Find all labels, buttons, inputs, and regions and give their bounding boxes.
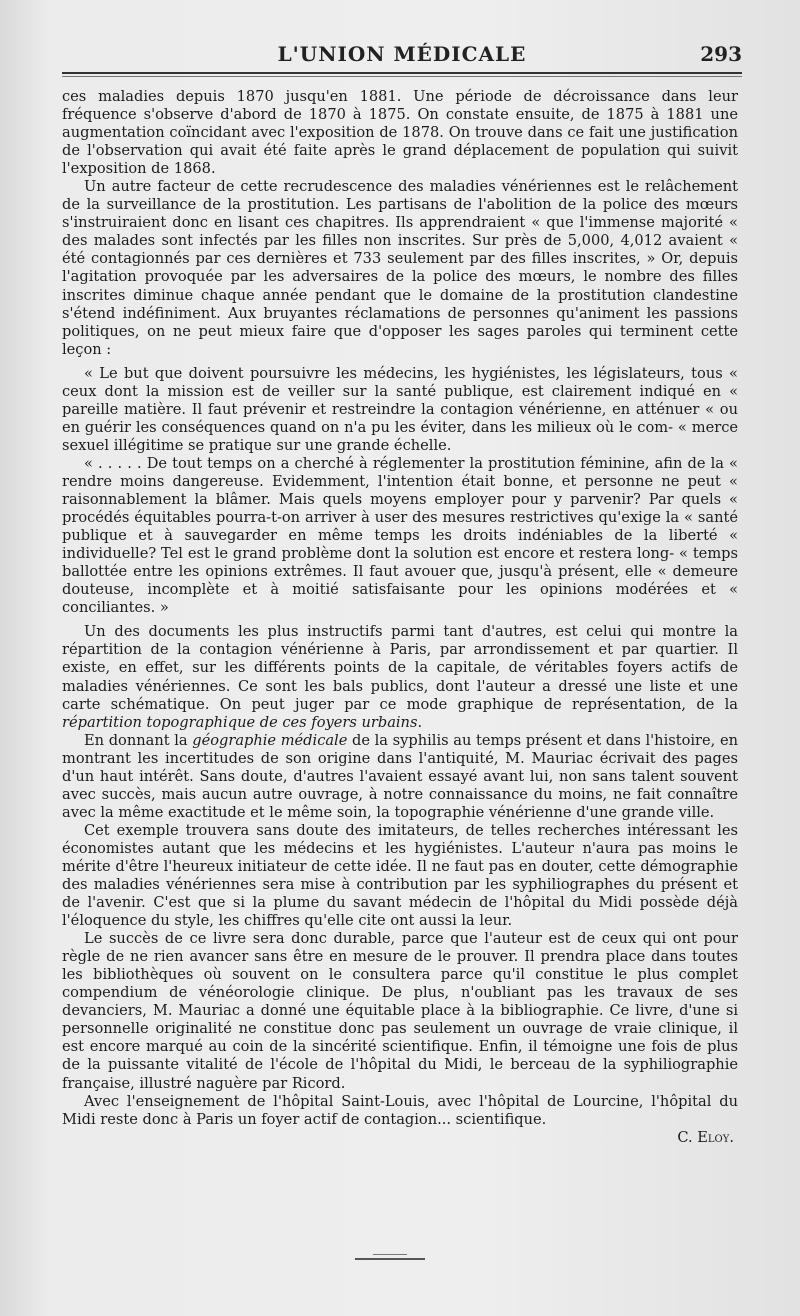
paragraph-7: Avec l'enseignement de l'hôpital Saint-Louis, avec l'hôpital de Lourcine, l'hôpital du Midi reste donc à Paris un foyer actif de contagion... scientifique. xyxy=(62,1092,738,1128)
running-title: L'UNION MÉDICALE xyxy=(277,42,527,66)
page-header xyxy=(62,38,742,72)
header-rule xyxy=(62,72,742,74)
article-body xyxy=(62,88,738,1147)
end-ornament xyxy=(355,1246,425,1260)
quotation-2: « . . . . . De tout temps on a cherché à réglementer la prostitution féminine, afin de la « rendre moins dangereuse. Evidemment, l'intention était bonne, et personne ne peut « raisonnablement la blâmer. Mais quels moyens employer pour y parvenir? Par quels « procédés équitables pourra-t-on arriver à user des mesures restrictives qu'exige la « santé publique et à sauvegarder en même temps les droits indéniables de la liberté « individuelle? Tel est le grand problème dont la solution est encore et restera long- « temps ballottée entre les opinions extrêmes. Il faut avouer que, jusqu'à présent, elle « demeure douteuse, incomplète et à moitié satisfaisante pour les opinions modérées et « conciliantes. » xyxy=(62,454,738,617)
paragraph-5: Cet exemple trouvera sans doute des imitateurs, de telles recherches intéressant les économistes autant que les médecins et les hygiénistes. L'auteur n'aura pas moins le mérite d'être l'heureux initiateur de cette idée. Il ne faut pas en douter, cette démographie des maladies vénériennes sera mise à contribution par les syphiliographes du présent et de l'avenir. C'est que si la plume du savant médecin de l'hôpital du Midi possède déjà l'éloquence du style, les chiffres qu'elle cite ont aussi la leur. xyxy=(62,821,738,930)
paragraph-3-italic: répartition topographique de ces foyers urbains. xyxy=(62,713,423,731)
header-rule-thin xyxy=(62,76,742,77)
paragraph-2: Un autre facteur de cette recrudescence des maladies vénériennes est le relâchement de la surveillance de la prostitution. Les partisans de l'abolition de la police des mœurs s'instruiraient donc en lisant ces chapitres. Ils apprendraient « que l'immense majorité « des malades sont infectés par les filles non inscrites. Sur près de 5,000, 4,012 avaient « été contagionnés par ces dernières et 733 seulement par des filles inscrites, » Or, depuis l'agitation provoquée par les adversaires de la police des mœurs, le nombre des filles inscrites diminue chaque année pendant que le domaine de la prostitution clandestine s'étend indéfiniment. Aux bruyantes réclamations de personnes qu'animent les passions politiques, on ne peut mieux faire que d'opposer les sages paroles qui terminent cette leçon : xyxy=(62,178,738,358)
quotation-1: « Le but que doivent poursuivre les médecins, les hygiénistes, les législateurs, tous « ceux dont la mission est de veiller sur la santé publique, est clairement indiqué en « pareille matière. Il faut prévenir et restreindre la contagion vénérienne, en atténuer « ou en guérir les conséquences quand on n'a pu les éviter, dans les milieux où le com- « merce sexuel illégitime se pratique sur une grande échelle. xyxy=(62,364,738,454)
paragraph-4 xyxy=(62,732,738,822)
paragraph-3-text: Un des documents les plus instructifs parmi tant d'autres, est celui qui montre la répartition de la contagion vénérienne à Paris, par arrondissement et par quartier. Il existe, en effet, sur les différents points de la capitale, de véritables foyers actifs de maladies vénériennes. Ce sont les bals publics, dont l'auteur a dressé une liste et une carte schématique. On peut juger par ce mode graphique de représentation, de la xyxy=(62,623,738,713)
paragraph-4-text-end: de la syphilis au temps présent et dans l'histoire, en montrant les incertitudes de son origine dans l'antiquité, M. Mauriac écrivait des pages d'un haut intérêt. Sans doute, d'autres l'avaient essayé avant lui, non sans talent souvent avec succès, mais aucun autre ouvrage, à notre connaissance du moins, ne fait connaître avec la même exactitude et le même soin, la topographie vénérienne d'une grande ville. xyxy=(62,731,738,821)
paragraph-4-italic: géographie médicale xyxy=(192,731,348,749)
paragraph-3 xyxy=(62,623,738,731)
paragraph-4-text-start: En donnant la xyxy=(84,731,193,749)
page-number: 293 xyxy=(700,42,742,66)
paragraph-1: ces maladies depuis 1870 jusqu'en 1881. Une période de décroissance dans leur fréquence s'observe d'abord de 1870 à 1875. On constate ensuite, de 1875 à 1881 une augmentation coïncidant avec l'exposition de 1878. On trouve dans ce fait une justification de l'observation qui avait été faite après le grand déplacement de population qui suivit l'exposition de 1868. xyxy=(62,88,738,178)
author-signature: C. Eloy. xyxy=(677,1128,734,1146)
paragraph-6: Le succès de ce livre sera donc durable, parce que l'auteur est de ceux qui ont pour règle de ne rien avancer sans être en mesure de le prouver. Il prendra place dans toutes les bibliothèques où souvent on le consultera parce qu'il constitue le plus complet compendium de vénéorologie clinique. De plus, n'oubliant pas les travaux de ses devanciers, M. Mauriac a donné une équitable place à la bibliographie. Ce livre, d'une si personnelle originalité ne constitue donc pas seulement un ouvrage de vraie clinique, il est encore marqué au coin de la sincérité scientifique. Enfin, il témoigne une fois de plus de la puissante vitalité de l'école de l'hôpital du Midi, le berceau de la syphiliographie française, illustré naguère par Ricord. xyxy=(62,930,738,1092)
